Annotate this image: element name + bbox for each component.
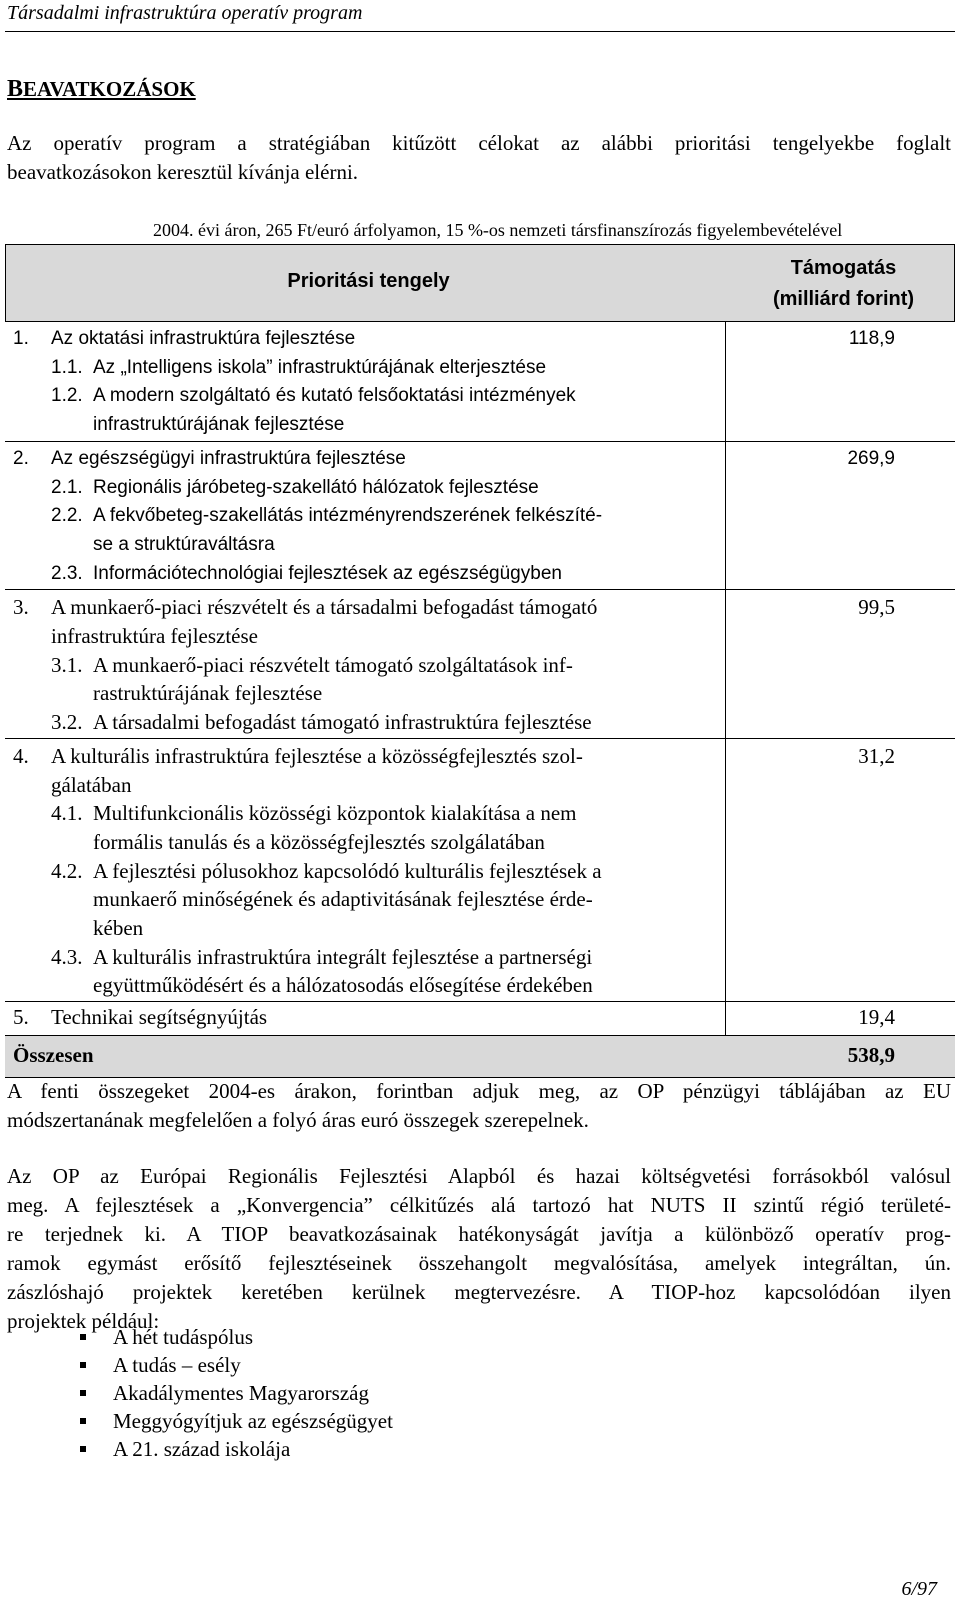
priority-title: [13, 742, 713, 799]
flagship-project-list: [78, 1323, 393, 1463]
sub-measure-number: 3.1.: [51, 652, 83, 677]
support-value: 99,5: [858, 595, 895, 620]
priority-number: 2.: [13, 447, 29, 469]
sub-measure-number: 2.3.: [51, 562, 83, 584]
intro-paragraph: [7, 129, 951, 187]
priority-title: [13, 445, 713, 474]
sub-measure: [13, 799, 713, 856]
priority-title: [13, 593, 713, 650]
sub-measure-line: infrastruktúrájának fejlesztése: [93, 414, 345, 436]
priority-title-line: A kulturális infrastruktúra fejlesztése a közösségfejlesztés szol-: [51, 743, 583, 768]
intro-line: beavatkozásokon keresztül kívánja elérni.: [7, 160, 359, 184]
sub-measure-line: A fekvőbeteg-szakellátás intézményrendszerének felkészíté-: [93, 505, 603, 527]
priority-cell: [5, 739, 713, 1001]
sub-measure: [13, 474, 713, 503]
sub-measure-line: Információtechnológiai fejlesztések az egészségügyben: [93, 562, 562, 584]
paragraph-amounts: [7, 1077, 951, 1135]
paragraph-line: A fenti összegeket 2004-es árakon, forintban adjuk meg, az OP pénzügyi táblájában az EU: [7, 1079, 951, 1103]
priority-title-line: Technikai segítségnyújtás: [51, 1005, 268, 1030]
column-header-axis: Prioritási tengely: [287, 270, 450, 292]
priority-cell: [5, 322, 713, 441]
sub-measure: [13, 943, 713, 1000]
priority-title-line: Az egészségügyi infrastruktúra fejlesztése: [51, 447, 406, 469]
priority-group: [5, 442, 955, 591]
paragraph-line: Az OP az Európai Regionális Fejlesztési Alapból és hazai költségvetési forrásokból valósul: [7, 1164, 951, 1188]
priority-number: 5.: [13, 1005, 29, 1030]
sub-measure-line: Multifunkcionális közösségi központok kialakítása a nem: [93, 801, 577, 826]
list-item: A 21. század iskolája: [78, 1435, 393, 1463]
sub-measure-number: 1.1.: [51, 356, 83, 378]
sub-measure: [13, 382, 713, 439]
sub-measure: [13, 651, 713, 708]
sub-measure: [13, 560, 713, 589]
priority-table: [5, 244, 955, 1078]
total-row: [5, 1036, 955, 1078]
running-header: Társadalmi infrastruktúra operatív program: [7, 2, 363, 24]
priority-title-line: infrastruktúra fejlesztése: [51, 624, 258, 649]
sub-measure-number: 2.2.: [51, 505, 83, 527]
sub-measure-line: A kulturális infrastruktúra integrált fejlesztése a partnerségi: [93, 944, 593, 969]
column-header-support: Támogatás (milliárd forint): [772, 257, 915, 310]
total-value: 538,9: [847, 1043, 895, 1068]
sub-measure: [13, 708, 713, 737]
priority-title-line: Az oktatási infrastruktúra fejlesztése: [51, 328, 356, 349]
sub-measure: [13, 354, 713, 383]
list-item: Akadálymentes Magyarország: [78, 1379, 393, 1407]
sub-measure-line: rastruktúrájának fejlesztése: [93, 681, 323, 706]
sub-measure: [13, 857, 713, 943]
sub-measure-number: 4.3.: [51, 944, 83, 969]
sub-measure-number: 1.2.: [51, 385, 83, 407]
total-label: Összesen: [13, 1043, 94, 1068]
sub-measure-line: A fejlesztési pólusokhoz kapcsolódó kulturális fejlesztések a: [93, 858, 602, 883]
support-value: 118,9: [848, 328, 895, 349]
sub-measure-line: A társadalmi befogadást támogató infrastruktúra fejlesztése: [93, 710, 592, 735]
priority-group: [5, 590, 955, 739]
paragraph-line: ramok egymást erősítő fejlesztéseinek összehangolt megvalósítása, amelyek integráltan, ún.: [7, 1251, 951, 1275]
page-number: 6/97: [901, 1578, 937, 1600]
priority-number: 1.: [13, 328, 29, 349]
table-body: [5, 322, 955, 1078]
paragraph-line: zászlóshajó projektek keretében kerülnek megtervezésre. A TIOP-hoz kapcsolódóan ilyen: [7, 1280, 951, 1304]
priority-title-line: A munkaerő-piaci részvételt és a társadalmi befogadást támogató: [51, 595, 598, 620]
sub-measure-number: 2.1.: [51, 476, 83, 498]
paragraph-line: meg. A fejlesztések a „Konvergencia” célkitűzés alá tartozó hat NUTS II szintű régió területé-: [7, 1193, 951, 1217]
sub-measure-line: se a struktúraváltásra: [93, 533, 275, 555]
table-caption: 2004. évi áron, 265 Ft/euró árfolyamon, 15 %-os nemzeti társfinanszírozás figyelembevételével: [153, 220, 843, 240]
sub-measure: [13, 502, 713, 559]
intro-line: Az operatív program a stratégiában kitűzött célokat az alábbi prioritási tengelyekbe foglalt: [7, 131, 951, 155]
sub-measure-line: Regionális járóbeteg-szakellátó hálózatok fejlesztése: [93, 476, 539, 498]
sub-measure-line: A munkaerő-piaci részvételt támogató szolgáltatások inf-: [93, 652, 573, 677]
paragraph-line: módszertanának megfelelően a folyó áras euró összegek szerepelnek.: [7, 1108, 589, 1132]
priority-cell: [5, 442, 713, 590]
sub-measure-number: 4.1.: [51, 801, 83, 826]
sub-measure-line: munkaerő minőségének és adaptivitásának fejlesztése érde-: [93, 887, 593, 912]
sub-measure-line: formális tanulás és a közösségfejlesztés szolgálatában: [93, 829, 545, 854]
sub-measure-line: A modern szolgáltató és kutató felsőoktatási intézmények: [93, 385, 576, 407]
section-title: BEAVATKOZÁSOK: [7, 76, 196, 102]
support-value: 19,4: [858, 1005, 895, 1030]
sub-measure-line: kében: [93, 916, 144, 941]
support-value: 269,9: [847, 447, 895, 469]
paragraph-tiop: [7, 1162, 951, 1336]
list-item: A hét tudáspólus: [78, 1323, 393, 1351]
paragraph-line: re terjednek ki. A TIOP beavatkozásainak hatékonyságát javítja a különböző operatív prog-: [7, 1222, 951, 1246]
sub-measure-line: együttműködésért és a hálózatosodás elősegítése érdekében: [93, 973, 593, 998]
list-item: A tudás – esély: [78, 1351, 393, 1379]
priority-group: [5, 739, 955, 1002]
sub-measure-line: Az „Intelligens iskola” infrastruktúrájának elterjesztése: [93, 356, 547, 378]
sub-measure-number: 3.2.: [51, 710, 83, 735]
priority-number: 3.: [13, 595, 29, 620]
table-header: [5, 244, 955, 322]
list-item: Meggyógyítjuk az egészségügyet: [78, 1407, 393, 1435]
header-rule: [5, 31, 955, 32]
priority-row-technical: [5, 1002, 955, 1036]
priority-title-line: gálatában: [51, 772, 132, 797]
priority-number: 4.: [13, 743, 29, 768]
priority-title: [13, 1005, 267, 1030]
sub-measure-number: 4.2.: [51, 858, 83, 883]
priority-cell: [5, 590, 713, 738]
priority-group: [5, 322, 955, 442]
priority-title: [13, 325, 713, 354]
support-value: 31,2: [858, 743, 895, 768]
paragraph-line: projektek például:: [7, 1309, 160, 1333]
